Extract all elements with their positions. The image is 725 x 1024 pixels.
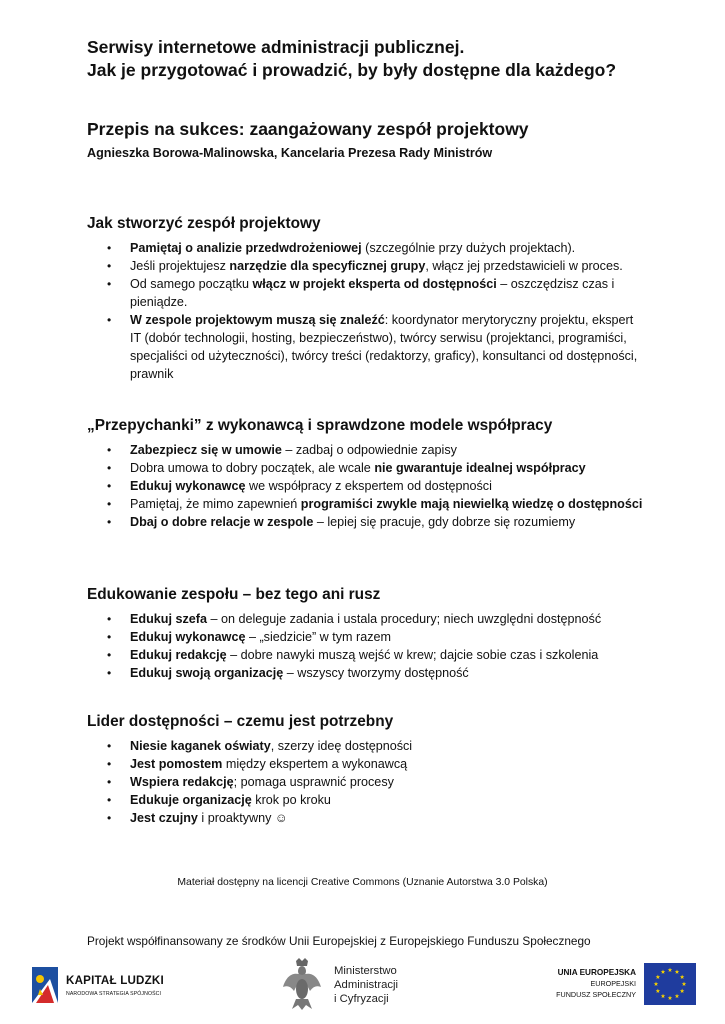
section-contractor-cooperation <box>87 416 647 531</box>
emphasis-text: nie gwarantuje idealnej współpracy <box>374 461 586 475</box>
emphasis-text: programiści zwykle mają niewielką wiedzę o dostępności <box>300 497 643 511</box>
author-line: Agnieszka Borowa-Malinowska, Kancelaria Prezesa Rady Ministrów <box>87 146 493 160</box>
bullet-list <box>87 737 647 827</box>
list-item <box>87 755 647 773</box>
eu-flag-icon <box>644 963 696 1005</box>
section-heading: Jak stworzyć zespół projektowy <box>87 215 321 232</box>
bullet-list <box>87 610 647 682</box>
emphasis-text: Edukuj szefa <box>130 612 207 626</box>
ministry-name <box>334 964 398 1006</box>
emphasis-text: Edukuj redakcję <box>130 648 227 662</box>
bullet-icon: • <box>107 775 112 789</box>
bullet-icon: • <box>107 277 112 291</box>
bullet-icon: • <box>107 666 112 680</box>
bullet-icon: • <box>107 497 112 511</box>
item-text: – zadbaj o odpowiednie zapisy <box>281 443 457 457</box>
bullet-icon: • <box>107 461 112 475</box>
item-text: – oszczędzisz czas i pieniądze. <box>130 277 615 309</box>
emphasis-text: Edukuj wykonawcę <box>130 479 246 493</box>
emphasis-text: Wspiera redakcję <box>130 775 234 789</box>
list-item <box>87 628 647 646</box>
logo-strip <box>30 955 700 1017</box>
item-text: we współpracy z ekspertem od dostępności <box>245 479 492 493</box>
kapital-ludzki-logo <box>30 965 180 1009</box>
emphasis-text: Zabezpiecz się w umowie <box>130 443 282 457</box>
bullet-icon: • <box>107 811 112 825</box>
kapital-ludzki-tagline: NARODOWA STRATEGIA SPÓJNOŚCI <box>66 991 162 997</box>
emphasis-text: Jest pomostem <box>130 757 223 771</box>
list-item <box>87 513 647 531</box>
emphasis-text: Pamiętaj o analizie przedwdrożeniowej <box>130 241 362 255</box>
item-text: – dobre nawyki muszą wejść w krew; dajcie sobie czas i szkolenia <box>226 648 599 662</box>
list-item <box>87 610 647 628</box>
item-text: : koordynator merytoryczny projektu, ekspert IT (dobór technologii, hosting, bezpieczeństwo), twórcy serwisu (projektanci, programiści, specjaliści od użyteczności), twórcy treści (redaktorzy, graficy), konsultanci od dostępności, prawnik <box>130 313 638 381</box>
list-item <box>87 737 647 755</box>
item-text: Pamiętaj, że mimo zapewnień <box>130 497 301 511</box>
item-text: Jeśli projektujesz <box>130 259 230 273</box>
list-item <box>87 664 647 682</box>
bullet-icon: • <box>107 612 112 626</box>
section-team-education <box>87 585 647 682</box>
bullet-icon: • <box>107 630 112 644</box>
item-text: – „siedzicie” w tym razem <box>245 630 392 644</box>
list-item <box>87 257 647 275</box>
list-item <box>87 477 647 495</box>
bullet-list <box>87 441 647 531</box>
bullet-icon: • <box>107 479 112 493</box>
list-item <box>87 773 647 791</box>
eu-text <box>520 967 636 1000</box>
eu-line-1: UNIA EUROPEJSKA <box>557 968 636 977</box>
item-text: i proaktywny ☺ <box>197 811 288 825</box>
item-text: – on deleguje zadania i ustala procedury; niech uwzględni dostępność <box>206 612 602 626</box>
emphasis-text: Niesie kaganek oświaty <box>130 739 271 753</box>
item-text: między ekspertem a wykonawcą <box>222 757 408 771</box>
bullet-icon: • <box>107 739 112 753</box>
bullet-list <box>87 239 647 383</box>
ministry-name-line-1: Ministerstwo <box>334 965 397 977</box>
license-note: Materiał dostępny na licencji Creative Commons (Uznanie Autorstwa 3.0 Polska) <box>177 877 548 888</box>
ministry-logo <box>282 957 442 1015</box>
list-item <box>87 809 647 827</box>
section-team-building <box>87 214 647 383</box>
title-line-1: Serwisy internetowe administracji publicznej. <box>87 37 465 57</box>
ministry-name-line-2: Administracji <box>334 979 399 991</box>
section-heading: Edukowanie zespołu – bez tego ani rusz <box>87 586 381 603</box>
emphasis-text: Edukuj wykonawcę <box>130 630 246 644</box>
item-text: (szczególnie przy dużych projektach). <box>361 241 576 255</box>
eu-logo <box>520 961 700 1013</box>
list-item <box>87 441 647 459</box>
bullet-icon: • <box>107 443 112 457</box>
list-item <box>87 646 647 664</box>
item-text: krok po kroku <box>251 793 331 807</box>
list-item <box>87 459 647 477</box>
emphasis-text: Edukuj swoją organizację <box>130 666 284 680</box>
bullet-icon: • <box>107 241 112 255</box>
item-text: ; pomaga usprawnić procesy <box>233 775 394 789</box>
title-line-2: Jak je przygotować i prowadzić, by były dostępne dla każdego? <box>87 60 617 80</box>
document-subtitle: Przepis na sukces: zaangażowany zespół projektowy <box>87 119 529 139</box>
emphasis-text: Dbaj o dobre relacje w zespole <box>130 515 314 529</box>
eu-line-2: EUROPEJSKI <box>590 979 636 988</box>
kapital-ludzki-name: KAPITAŁ LUDZKI <box>66 974 164 987</box>
item-text: , włącz jej przedstawicieli w proces. <box>425 259 623 273</box>
list-item <box>87 311 647 383</box>
list-item <box>87 495 647 513</box>
document-title <box>87 36 707 82</box>
bullet-icon: • <box>107 648 112 662</box>
item-text: , szerzy ideę dostępności <box>270 739 413 753</box>
list-item <box>87 791 647 809</box>
emphasis-text: Jest czujny <box>130 811 198 825</box>
item-text: Dobra umowa to dobry początek, ale wcale <box>130 461 375 475</box>
item-text: – wszyscy tworzymy dostępność <box>283 666 469 680</box>
section-heading: „Przepychanki” z wykonawcą i sprawdzone modele współpracy <box>87 417 553 434</box>
bullet-icon: • <box>107 515 112 529</box>
emphasis-text: narzędzie dla specyficznej grupy <box>229 259 426 273</box>
funding-note: Projekt współfinansowany ze środków Unii Europejskiej z Europejskiego Funduszu Społecznego <box>87 934 591 948</box>
ministry-name-line-3: i Cyfryzacji <box>334 993 389 1005</box>
section-accessibility-leader <box>87 712 647 827</box>
list-item <box>87 275 647 311</box>
polish-eagle-emblem-icon <box>282 957 322 1011</box>
list-item <box>87 239 647 257</box>
item-text: Od samego początku <box>130 277 253 291</box>
kapital-ludzki-mark-icon <box>30 965 60 1005</box>
emphasis-text: włącz w projekt eksperta od dostępności <box>252 277 497 291</box>
emphasis-text: W zespole projektowym muszą się znaleźć <box>130 313 385 327</box>
emphasis-text: Edukuje organizację <box>130 793 252 807</box>
eu-line-3: FUNDUSZ SPOŁECZNY <box>556 990 636 999</box>
bullet-icon: • <box>107 259 112 273</box>
bullet-icon: • <box>107 793 112 807</box>
item-text: – lepiej się pracuje, gdy dobrze się rozumiemy <box>313 515 576 529</box>
bullet-icon: • <box>107 313 112 327</box>
section-heading: Lider dostępności – czemu jest potrzebny <box>87 713 394 730</box>
bullet-icon: • <box>107 757 112 771</box>
